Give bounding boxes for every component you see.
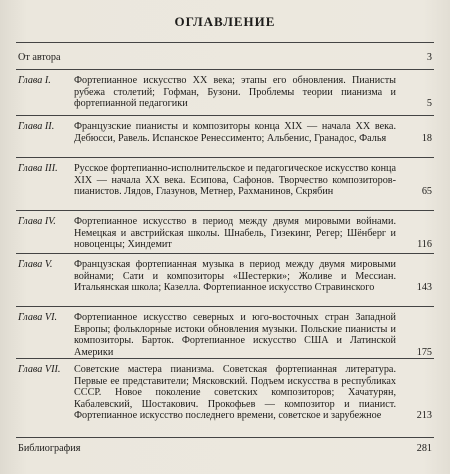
toc-chapter-label: Глава VI. — [18, 312, 58, 323]
toc-entry-chapter-7 — [18, 364, 432, 422]
toc-entry-chapter-1 — [18, 75, 432, 110]
toc-page-number: 65 — [421, 186, 432, 198]
toc-page-number: 3 — [426, 52, 432, 63]
divider — [16, 253, 434, 254]
toc-page-number: 213 — [416, 410, 432, 422]
toc-page-number: 175 — [416, 346, 432, 358]
toc-page-number: 18 — [421, 132, 432, 144]
divider — [16, 157, 434, 158]
toc-chapter-label: Глава III. — [18, 163, 58, 174]
toc-entry-text: Французская фортепианная музыка в период между двумя мировыми войнами; Сати и композиторы «Шестерки»; Жоливе и Мессиан. Итальянская школа; Казелла. Фортепианное искусство Стравинского — [74, 259, 396, 294]
toc-entry-chapter-4 — [18, 216, 432, 251]
toc-chapter-label: Глава IV. — [18, 216, 56, 227]
toc-entry-author — [18, 52, 432, 64]
toc-entry-text: Библиография — [18, 443, 81, 454]
divider — [16, 42, 434, 43]
toc-chapter-label: Глава I. — [18, 75, 51, 86]
toc-entry-text: Фортепианное искусство XX века; этапы его обновления. Пианисты рубежа столетий; Гофман, Бузони. Проблемы теории пианизма и фортепианной педагогики — [74, 75, 396, 110]
toc-page-number: 5 — [426, 98, 432, 110]
divider — [16, 115, 434, 116]
toc-chapter-label: Глава VII. — [18, 364, 61, 375]
toc-entry-chapter-6 — [18, 312, 432, 358]
divider — [16, 306, 434, 307]
toc-chapter-label: Глава V. — [18, 259, 53, 270]
divider — [16, 358, 434, 359]
toc-entry-text: От автора — [18, 52, 61, 63]
divider — [16, 69, 434, 70]
toc-entry-text: Советские мастера пианизма. Советская фортепианная литература. Первые ее представители; Мясковский. Подъем искусства в республиках СССР. Новое поколение советских композиторов; Хачатурян, Кабалевский, Шостакович. Прокофьев — композитор и пианист. Фортепианное искусство последнего времени, советское и зарубежное — [74, 364, 396, 422]
divider — [16, 210, 434, 211]
toc-page-number: 143 — [416, 282, 432, 294]
toc-entry-chapter-2 — [18, 121, 432, 144]
toc-entry-text: Фортепианное искусство северных и юго-восточных стран Западной Европы; фольклорные истоки обновления музыки. Польские пианисты и композиторы. Барток. Фортепианное искусство США и Латинской Америки — [74, 312, 396, 358]
toc-page-number: 281 — [416, 443, 432, 454]
divider — [16, 437, 434, 438]
page-title: ОГЛАВЛЕНИЕ — [174, 14, 276, 29]
toc-entry-text: Русское фортепианно-исполнительское и педагогическое искусство конца XIX — начала XX века. Есипова, Сафонов. Творчество композиторов-пианистов. Лядов, Глазунов, Метнер, Рахманинов, Скрябин — [74, 163, 396, 198]
toc-entry-chapter-3 — [18, 163, 432, 198]
toc-entry-bibliography — [18, 443, 432, 455]
toc-page-number: 116 — [417, 239, 432, 251]
toc-entry-text: Французские пианисты и композиторы конца XIX — начала XX века. Дебюсси, Равель. Испанское Ренессиментo; Альбенис, Гранадос, Фалья — [74, 121, 396, 144]
toc-chapter-label: Глава II. — [18, 121, 55, 132]
toc-entry-chapter-5 — [18, 259, 432, 294]
toc-entry-text: Фортепианное искусство в период между двумя мировыми войнами. Немецкая и австрийская школы. Шнабель, Гизекинг, Регер; Шёнберг и новоценцы; Хиндемит — [74, 216, 396, 251]
